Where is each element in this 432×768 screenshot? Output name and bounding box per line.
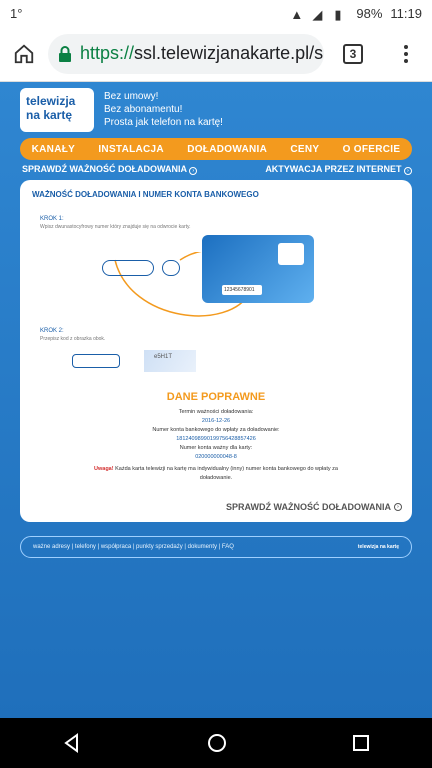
home-icon: [13, 43, 35, 65]
url-bar[interactable]: [48, 34, 324, 74]
validity-value: 2016-12-26: [201, 418, 231, 424]
card-illustration: [202, 235, 314, 303]
captcha-input[interactable]: [72, 354, 120, 368]
browser-toolbar: [0, 26, 432, 82]
web-page: [0, 82, 432, 718]
warning: [80, 465, 352, 483]
result-panel: [80, 390, 352, 483]
nav-item-kanaly[interactable]: KANAŁY: [31, 143, 76, 155]
tab-switcher-button[interactable]: [324, 26, 382, 82]
check-validity-button-label: SPRAWDŹ WAŻNOŚĆ DOŁADOWANIA: [226, 502, 391, 512]
valid-card-label: Numer konta ważny dla karty:: [179, 445, 253, 451]
sub-links: [22, 164, 412, 175]
site-header: [20, 88, 412, 138]
validity-label: Termin ważności doładowania:: [178, 409, 254, 415]
footer-links[interactable]: ważne adresy | telefony | współpraca | punkty sprzedaży | dokumenty | FAQ: [33, 544, 234, 550]
step1-text: Wpisz dwunastocyfrowy numer który znajduje się na odwrocie karty.: [40, 224, 191, 230]
slogan-line1: Bez umowy!: [104, 91, 159, 102]
activation-link[interactable]: [265, 164, 412, 175]
warning-label: Uwaga!: [94, 466, 114, 472]
url-host: ssl.telewizjanakarte.pl/s: [134, 43, 324, 63]
back-icon[interactable]: [62, 733, 82, 753]
warning-text: Każda karta telewizji na kartę ma indywidualny (inny) numer konta bankowego do wpłaty za doładowanie.: [115, 466, 338, 481]
recents-icon[interactable]: [352, 734, 370, 752]
nav-item-o-ofercie[interactable]: O OFERCIE: [342, 143, 401, 155]
step2: [40, 328, 105, 342]
result-heading: DANE POPRAWNE: [166, 391, 266, 403]
more-vert-icon: [404, 45, 408, 63]
validity-card: [20, 180, 412, 522]
slogan: [104, 88, 223, 138]
home-circle-icon[interactable]: [207, 733, 227, 753]
footer-logo: telewizja na kartę: [357, 544, 399, 550]
activation-label: AKTYWACJA PRZEZ INTERNET: [265, 164, 402, 174]
card-checkdigit-input[interactable]: [162, 260, 180, 276]
nav-item-ceny[interactable]: CENY: [290, 143, 320, 155]
logo-line1: telewizja: [26, 94, 76, 108]
status-right: [290, 6, 422, 21]
step2-label: KROK 2:: [40, 328, 64, 334]
card-chip: [278, 243, 304, 265]
card-title: WAŻNOŚĆ DOŁADOWANIA I NUMER KONTA BANKOWEGO: [32, 190, 259, 199]
clock: 11:19: [390, 5, 422, 21]
logo-line2: na kartę: [26, 108, 73, 122]
captcha-image: e5H1T: [144, 350, 196, 372]
nav-item-instalacja[interactable]: INSTALACJA: [98, 143, 164, 155]
overflow-menu-button[interactable]: [382, 26, 430, 82]
check-validity-button[interactable]: [226, 502, 402, 512]
account-value: 18124098990199756428857426: [176, 436, 256, 442]
account-label: Numer konta bankowego do wpłaty za doładowanie:: [152, 427, 280, 433]
status-left-indicator: 1°: [10, 5, 23, 21]
card-number-input[interactable]: [102, 260, 154, 276]
site-logo[interactable]: [20, 88, 94, 132]
lock-icon: [58, 46, 72, 62]
slogan-line2: Bez abonamentu!: [104, 104, 183, 115]
arrow-circle-icon: ›: [189, 167, 197, 175]
slogan-line3: Prosta jak telefon na kartę!: [104, 117, 223, 128]
battery-icon: ▮: [334, 7, 342, 22]
arrow-circle-icon: ›: [404, 167, 412, 175]
arrow-circle-icon: ›: [394, 503, 402, 511]
step2-text: Przepisz kod z obrazka obok.: [40, 336, 106, 342]
signal-icon: ◢: [312, 7, 323, 22]
system-nav-bar: [0, 718, 432, 768]
main-nav: [20, 138, 412, 160]
home-button[interactable]: [0, 26, 48, 82]
card-number-sample: 12345678901: [222, 285, 262, 295]
status-bar: [0, 0, 432, 26]
check-validity-label: SPRAWDŹ WAŻNOŚĆ DOŁADOWANIA: [22, 164, 187, 174]
step1-label: KROK 1:: [40, 216, 64, 222]
check-validity-link[interactable]: [22, 164, 197, 175]
nav-item-doladowania[interactable]: DOŁADOWANIA: [187, 143, 268, 155]
step1: [40, 216, 191, 230]
valid-card-value: 020000000048-8: [195, 454, 237, 460]
wifi-icon: ▲: [290, 7, 304, 22]
battery-level: 98%: [356, 5, 383, 21]
url-scheme: https://: [80, 43, 135, 63]
tab-count: 3: [343, 44, 363, 64]
footer-bar: [20, 536, 412, 558]
